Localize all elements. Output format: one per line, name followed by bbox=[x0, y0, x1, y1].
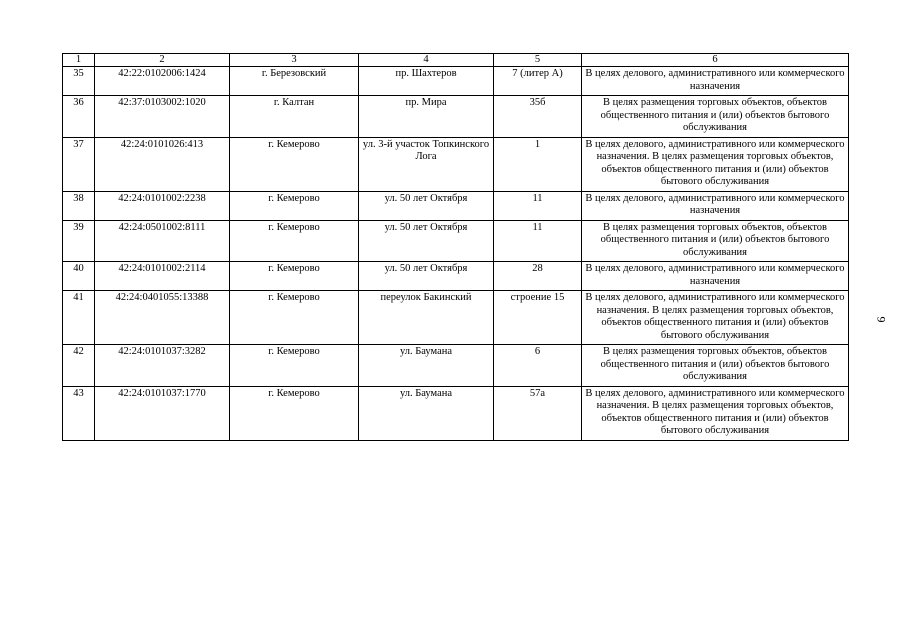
city-cell: г. Кемерово bbox=[230, 291, 359, 345]
row-number: 35 bbox=[63, 67, 95, 96]
row-number: 42 bbox=[63, 345, 95, 387]
house-cell: 6 bbox=[494, 345, 582, 387]
cadastral-number: 42:37:0103002:1020 bbox=[95, 96, 230, 138]
row-number: 41 bbox=[63, 291, 95, 345]
table-row bbox=[63, 191, 849, 220]
cadastral-number: 42:24:0101037:1770 bbox=[95, 386, 230, 440]
col-header-5: 5 bbox=[494, 54, 582, 67]
purpose-cell: В целях размещения торговых объектов, объектов общественного питания и (или) объектов бытового обслуживания bbox=[582, 96, 849, 138]
house-cell: 7 (литер А) bbox=[494, 67, 582, 96]
cadastral-number: 42:24:0401055:13388 bbox=[95, 291, 230, 345]
city-cell: г. Кемерово bbox=[230, 345, 359, 387]
page-number: 9 bbox=[874, 316, 889, 323]
street-cell: ул. 50 лет Октября bbox=[359, 191, 494, 220]
row-number: 39 bbox=[63, 220, 95, 262]
house-cell: 1 bbox=[494, 137, 582, 191]
purpose-cell: В целях делового, административного или коммерческого назначения. В целях размещения торговых объектов, объектов общественного питания и (или) объектов бытового обслуживания bbox=[582, 386, 849, 440]
col-header-2: 2 bbox=[95, 54, 230, 67]
purpose-cell: В целях делового, административного или коммерческого назначения bbox=[582, 67, 849, 96]
street-cell: ул. Баумана bbox=[359, 345, 494, 387]
house-cell: 11 bbox=[494, 191, 582, 220]
objects-table bbox=[62, 53, 849, 441]
street-cell: пр. Мира bbox=[359, 96, 494, 138]
cadastral-number: 42:24:0101026:413 bbox=[95, 137, 230, 191]
cadastral-number: 42:24:0101002:2238 bbox=[95, 191, 230, 220]
table-row bbox=[63, 345, 849, 387]
house-cell: 11 bbox=[494, 220, 582, 262]
row-number: 37 bbox=[63, 137, 95, 191]
table-row bbox=[63, 262, 849, 291]
street-cell: ул. Баумана bbox=[359, 386, 494, 440]
cadastral-number: 42:24:0101002:2114 bbox=[95, 262, 230, 291]
table-row bbox=[63, 67, 849, 96]
row-number: 43 bbox=[63, 386, 95, 440]
col-header-6: 6 bbox=[582, 54, 849, 67]
col-header-3: 3 bbox=[230, 54, 359, 67]
house-cell: 57а bbox=[494, 386, 582, 440]
city-cell: г. Кемерово bbox=[230, 386, 359, 440]
purpose-cell: В целях размещения торговых объектов, объектов общественного питания и (или) объектов бытового обслуживания bbox=[582, 220, 849, 262]
street-cell: ул. 50 лет Октября bbox=[359, 262, 494, 291]
purpose-cell: В целях делового, административного или коммерческого назначения. В целях размещения торговых объектов, объектов общественного питания и (или) объектов бытового обслуживания bbox=[582, 291, 849, 345]
city-cell: г. Кемерово bbox=[230, 191, 359, 220]
table-row bbox=[63, 96, 849, 138]
table-row bbox=[63, 220, 849, 262]
purpose-cell: В целях делового, административного или коммерческого назначения bbox=[582, 191, 849, 220]
col-header-4: 4 bbox=[359, 54, 494, 67]
document-table-container bbox=[62, 53, 848, 441]
city-cell: г. Березовский bbox=[230, 67, 359, 96]
cadastral-number: 42:24:0501002:8111 bbox=[95, 220, 230, 262]
house-cell: 35б bbox=[494, 96, 582, 138]
cadastral-number: 42:24:0101037:3282 bbox=[95, 345, 230, 387]
city-cell: г. Калтан bbox=[230, 96, 359, 138]
purpose-cell: В целях делового, административного или коммерческого назначения bbox=[582, 262, 849, 291]
street-cell: пр. Шахтеров bbox=[359, 67, 494, 96]
header-row bbox=[63, 54, 849, 67]
house-cell: строение 15 bbox=[494, 291, 582, 345]
street-cell: переулок Бакинский bbox=[359, 291, 494, 345]
street-cell: ул. 50 лет Октября bbox=[359, 220, 494, 262]
purpose-cell: В целях размещения торговых объектов, объектов общественного питания и (или) объектов бытового обслуживания bbox=[582, 345, 849, 387]
city-cell: г. Кемерово bbox=[230, 220, 359, 262]
row-number: 36 bbox=[63, 96, 95, 138]
table-row bbox=[63, 386, 849, 440]
row-number: 38 bbox=[63, 191, 95, 220]
row-number: 40 bbox=[63, 262, 95, 291]
cadastral-number: 42:22:0102006:1424 bbox=[95, 67, 230, 96]
street-cell: ул. 3-й участок Топкинского Лога bbox=[359, 137, 494, 191]
table-row bbox=[63, 291, 849, 345]
city-cell: г. Кемерово bbox=[230, 262, 359, 291]
col-header-1: 1 bbox=[63, 54, 95, 67]
table-row bbox=[63, 137, 849, 191]
house-cell: 28 bbox=[494, 262, 582, 291]
city-cell: г. Кемерово bbox=[230, 137, 359, 191]
purpose-cell: В целях делового, административного или коммерческого назначения. В целях размещения торговых объектов, объектов общественного питания и (или) объектов бытового обслуживания bbox=[582, 137, 849, 191]
